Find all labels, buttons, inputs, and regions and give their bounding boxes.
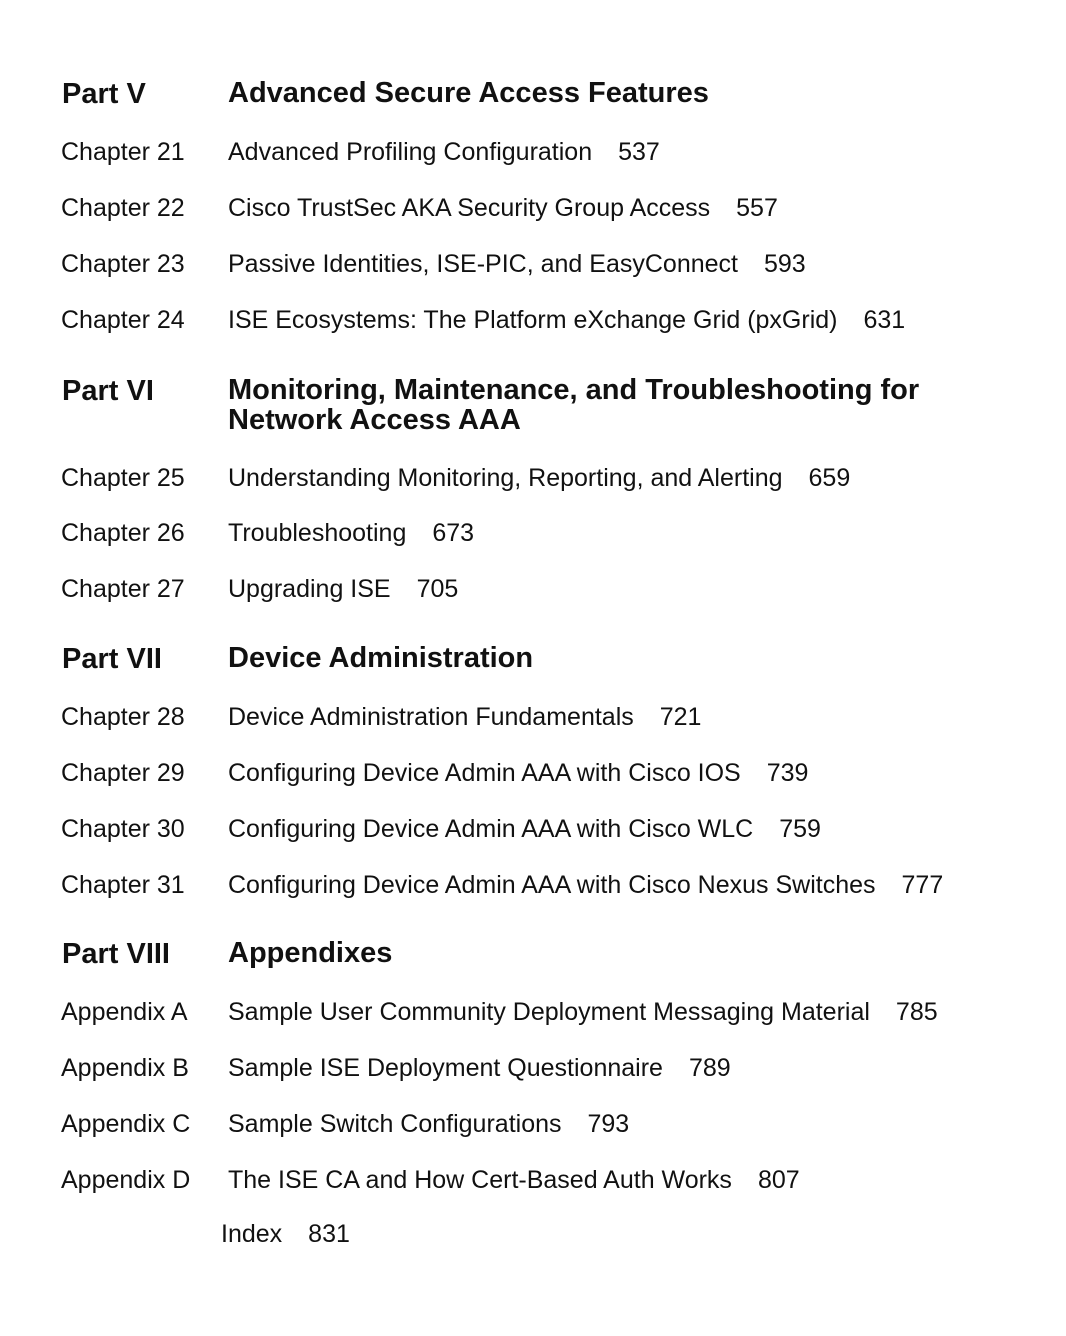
- page-number: 673: [432, 519, 475, 547]
- chapter-label: Chapter 28: [61, 703, 185, 731]
- appendix-title: The ISE CA and How Cert-Based Auth Works 807: [228, 1166, 800, 1194]
- chapter-title: Understanding Monitoring, Reporting, and Alerting 659: [228, 464, 851, 492]
- page-number: 659: [808, 464, 851, 492]
- part-title: Advanced Secure Access Features: [228, 77, 709, 109]
- chapter-title: Cisco TrustSec AKA Security Group Access 557: [228, 194, 778, 222]
- page-number: 739: [766, 759, 809, 787]
- appendix-label: Appendix B: [61, 1054, 189, 1082]
- page-number: 793: [587, 1110, 630, 1138]
- page-number: 831: [308, 1220, 350, 1248]
- page-number: 807: [757, 1166, 800, 1194]
- chapter-label: Chapter 24: [61, 306, 185, 334]
- chapter-title: Device Administration Fundamentals 721: [228, 703, 702, 731]
- chapter-title: Passive Identities, ISE-PIC, and EasyConnect 593: [228, 250, 806, 278]
- page-number: 557: [736, 194, 778, 222]
- page-number: 789: [688, 1054, 731, 1082]
- chapter-title: Configuring Device Admin AAA with Cisco Nexus Switches 777: [228, 871, 944, 899]
- appendix-label: Appendix A: [61, 998, 188, 1026]
- chapter-label: Chapter 21: [61, 138, 185, 166]
- chapter-title: Configuring Device Admin AAA with Cisco IOS 739: [228, 759, 809, 787]
- appendix-title: Sample Switch Configurations 793: [228, 1110, 630, 1138]
- part-title: Device Administration: [228, 642, 534, 674]
- part-label: Part VIII: [62, 938, 170, 970]
- chapter-label: Chapter 25: [61, 464, 185, 492]
- appendix-title: Sample ISE Deployment Questionnaire 789: [228, 1054, 731, 1082]
- appendix-label: Appendix D: [61, 1166, 191, 1194]
- part-label: Part V: [62, 78, 146, 110]
- page-number: 777: [901, 871, 944, 899]
- chapter-title: ISE Ecosystems: The Platform eXchange Grid (pxGrid) 631: [228, 306, 906, 334]
- chapter-title: Advanced Profiling Configuration 537: [228, 138, 660, 166]
- part-label: Part VII: [62, 643, 162, 675]
- appendix-label: Appendix C: [61, 1110, 191, 1138]
- chapter-label: Chapter 29: [61, 759, 185, 787]
- chapter-label: Chapter 27: [61, 575, 185, 603]
- part-title: Monitoring, Maintenance, and Troubleshooting for Network Access AAA: [228, 374, 920, 436]
- appendix-title: Sample User Community Deployment Messaging Material 785: [228, 998, 938, 1026]
- chapter-label: Chapter 22: [61, 194, 185, 222]
- chapter-label: Chapter 30: [61, 815, 185, 843]
- page-number: 759: [779, 815, 821, 843]
- chapter-title: Troubleshooting 673: [228, 519, 475, 547]
- page-number: 785: [895, 998, 938, 1026]
- page-number: 631: [863, 306, 906, 334]
- page-number: 705: [416, 575, 459, 603]
- chapter-label: Chapter 26: [61, 519, 185, 547]
- chapter-label: Chapter 31: [61, 871, 185, 899]
- part-title: Appendixes: [228, 937, 393, 969]
- page-number: 593: [763, 250, 806, 278]
- chapter-label: Chapter 23: [61, 250, 185, 278]
- chapter-title: Upgrading ISE 705: [228, 575, 459, 603]
- index-title: Index 831: [221, 1220, 350, 1248]
- page-number: 721: [659, 703, 702, 731]
- part-label: Part VI: [62, 375, 154, 407]
- page-number: 537: [618, 138, 660, 166]
- chapter-title: Configuring Device Admin AAA with Cisco WLC 759: [228, 815, 821, 843]
